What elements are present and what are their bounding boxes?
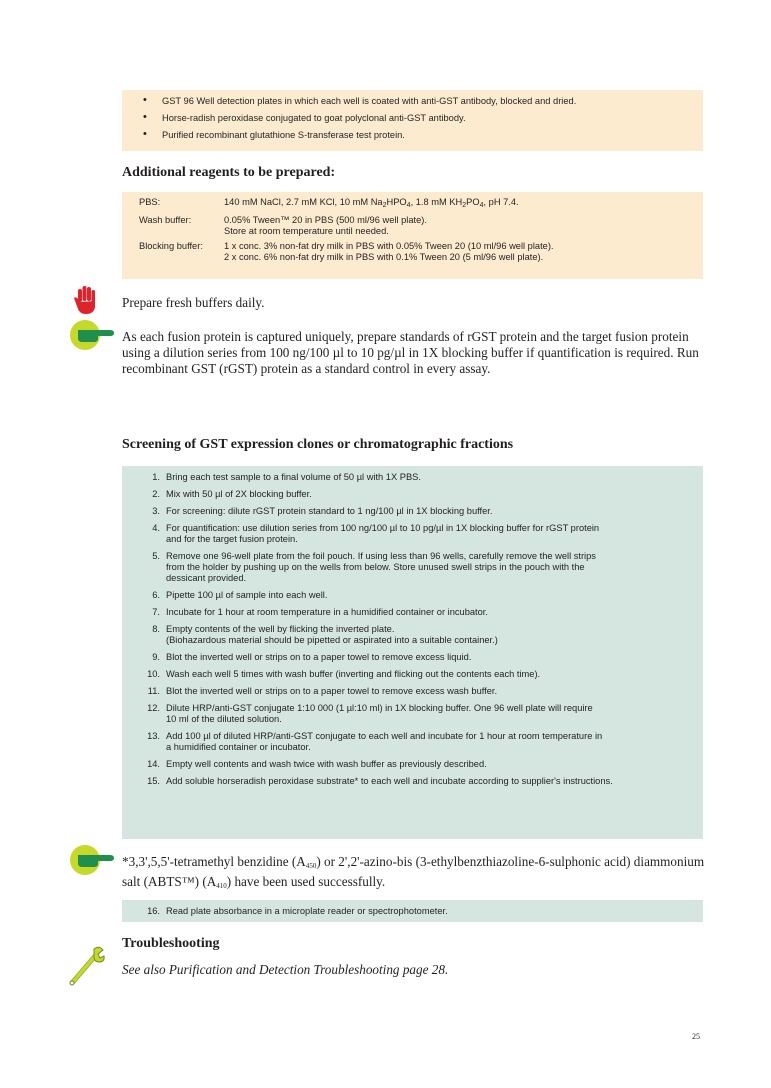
step-item [122, 469, 703, 486]
step-item [122, 773, 703, 790]
step-text: Wash each well 5 times with wash buffer (inverting and flicking out the contents each time). [166, 669, 541, 679]
step-text: Dilute HRP/anti-GST conjugate 1:10 000 (1 µl:10 ml) in 1X blocking buffer. One 96 well plate will require 10 ml of the diluted solution. [166, 703, 593, 724]
step-text: Incubate for 1 hour at room temperature in a humidified container or incubator. [166, 607, 488, 617]
step-text: For quantification: use dilution series from 100 ng/100 µl to 10 pg/µl in 1X blocking buffer for rGST protein and for the target fusion protein. [166, 523, 600, 544]
step-number: 3. [152, 506, 160, 516]
step-item [122, 486, 703, 503]
step-text: Empty well contents and wash twice with wash buffer as previously described. [166, 759, 487, 769]
note-text: As each fusion protein is captured uniquely, prepare standards of rGST protein and the target fusion protein using a dilution series from 100 ng/100 µl to 10 pg/µl in 1X blocking buffer if quantification is required. Run recombinant GST (rGST) protein as a standard control in every assay. [122, 329, 699, 376]
step-number: 8. [152, 624, 160, 634]
wrench-icon [66, 945, 106, 987]
step-number: 9. [152, 652, 160, 662]
step-item [122, 700, 703, 728]
step-text: Add 100 µl of diluted HRP/anti-GST conjugate to each well and incubate for 1 hour at room temperature in a humidified container or incubator. [166, 731, 603, 752]
pointing-hand-icon [70, 843, 116, 877]
step-number: 2. [152, 489, 160, 499]
reagent-pbs [139, 197, 703, 212]
page-number: 25 [692, 1032, 700, 1041]
step-number: 4. [152, 523, 160, 533]
substrate-note: *3,3',5,5'-tetramethyl benzidine $(A_{450})$ or 2',2'-azino-bis (3-ethylbenzthiazoline-6-sulphonic acid) diammonium salt (ABTS™) $(A_{410})$ have been used successfully. [122, 854, 705, 890]
step-item [122, 683, 703, 700]
step-text: Empty contents of the well by flicking the inverted plate. (Biohazardous material should be pipetted or aspirated into a suitable container.) [166, 624, 498, 645]
step-number: 16. [147, 906, 160, 916]
troubleshooting-text: See also Purification and Detection Troubleshooting page 28. [122, 962, 449, 977]
step-item [122, 548, 703, 587]
step-number: 15. [147, 776, 160, 786]
step-item [122, 903, 703, 920]
reagent-blocking [139, 241, 703, 264]
pointing-hand-icon [70, 318, 116, 352]
reagent-label: Wash buffer: [139, 214, 192, 225]
step-number: 5. [152, 551, 160, 561]
step-text: For screening: dilute rGST protein standard to 1 ng/100 µl in 1X blocking buffer. [166, 506, 493, 516]
step-item [122, 649, 703, 666]
steps-box [122, 466, 703, 839]
step-number: 11. [147, 686, 160, 696]
step-text: Pipette 100 µl of sample into each well. [166, 590, 328, 600]
step-text: Remove one 96-well plate from the foil pouch. If using less than 96 wells, carefully remove the well strips from the holder by pushing up on the wells from below. Store unused swell strips in the pouch with the dessicant provided. [166, 551, 596, 583]
troubleshooting-heading: Troubleshooting [122, 936, 220, 951]
step-text: Blot the inverted well or strips on to a paper towel to remove excess wash buffer. [166, 686, 498, 696]
step-item [122, 587, 703, 604]
screening-heading: Screening of GST expression clones or chromatographic fractions [122, 437, 514, 452]
step-text: Blot the inverted well or strips on to a paper towel to remove excess liquid. [166, 652, 472, 662]
step-item [122, 756, 703, 773]
reagent-label: PBS: [139, 197, 161, 207]
reagents-heading: Additional reagents to be prepared: [122, 165, 336, 180]
reagent-wash [139, 215, 703, 238]
red-hand-icon [72, 285, 100, 315]
step-item [122, 728, 703, 756]
reagent-value: 140 mM NaCl, 2.7 mM KCl, 10 mM $Na_2HPO_4$, 1.8 mM $KH_2PO_4$, pH 7.4. [224, 197, 519, 209]
step-item [122, 666, 703, 683]
step-text: Mix with 50 µl of 2X blocking buffer. [166, 489, 312, 499]
step-number: 7. [152, 607, 160, 617]
step-text: Add soluble horseradish peroxidase substrate* to each well and incubate according to supplier's instructions. [166, 776, 613, 786]
step-number: 13. [147, 731, 160, 741]
step16-box [122, 900, 703, 922]
reagents-box [122, 192, 703, 279]
kit-item: • GST 96 Well detection plates in which each well is coated with anti-GST antibody, blocked and dried. [122, 93, 703, 110]
step-number: 1. [152, 472, 160, 482]
step-number: 6. [152, 590, 160, 600]
step-number: 12. [147, 703, 160, 713]
steps-list [122, 469, 703, 790]
warning-text: Prepare fresh buffers daily. [122, 295, 265, 310]
kit-contents-box [122, 90, 703, 151]
kit-item: • Purified recombinant glutathione S-transferase test protein. [122, 127, 703, 144]
kit-item: • Horse-radish peroxidase conjugated to goat polyclonal anti-GST antibody. [122, 110, 703, 127]
step-number: 14. [147, 759, 160, 769]
step-item [122, 520, 703, 548]
step-item [122, 503, 703, 520]
step-item [122, 604, 703, 621]
reagent-label: Blocking buffer: [139, 240, 203, 251]
step-item [122, 621, 703, 649]
step-number: 10. [147, 669, 160, 679]
step-text: Read plate absorbance in a microplate reader or spectrophotometer. [166, 906, 448, 916]
reagent-value: 0.05% Tween™ 20 in PBS (500 ml/96 well plate). Store at room temperature until needed. [224, 214, 427, 236]
reagent-value: 1 x conc. 3% non-fat dry milk in PBS with 0.05% Tween 20 (10 ml/96 well plate). 2 x conc. 6% non-fat dry milk in PBS with 0.1% Tween 20 (5 ml/96 well plate). [224, 240, 554, 262]
step-text: Bring each test sample to a final volume of 50 µl with 1X PBS. [166, 472, 421, 482]
